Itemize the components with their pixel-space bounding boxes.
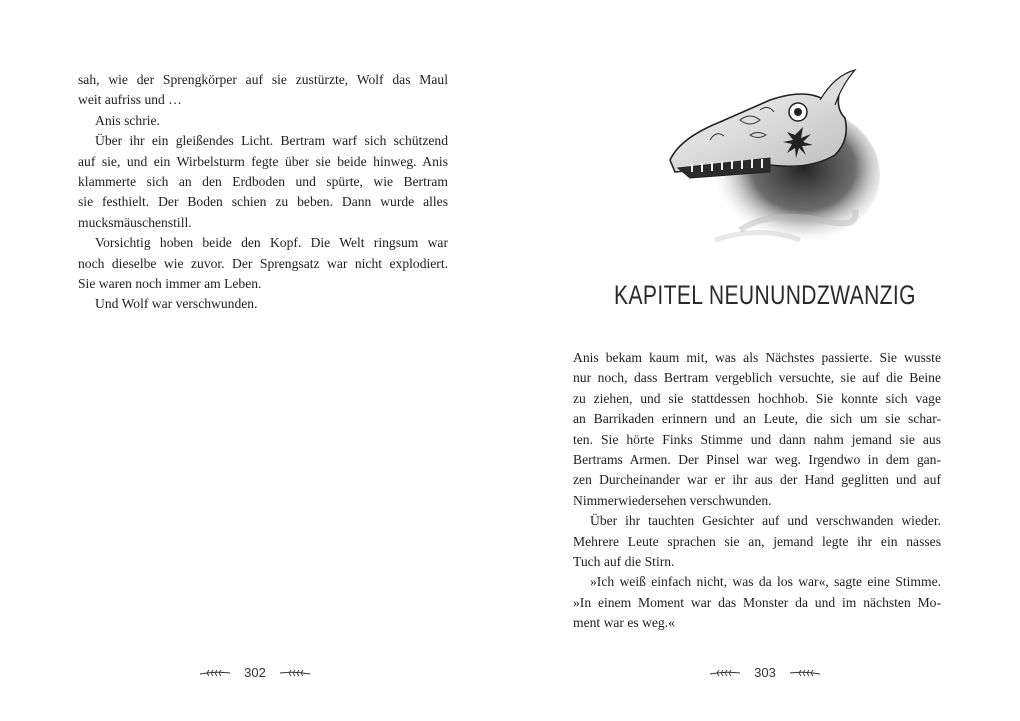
paragraph <box>573 348 941 511</box>
text-line: an Barrikaden erinnern und an Leute, die sich um sie schar- <box>573 411 941 427</box>
text-line: Über ihr tauchten Gesichter auf und verschwanden wieder. <box>590 513 941 529</box>
text-line: »In einem Moment war das Monster da und im nächsten Mo- <box>573 594 941 610</box>
page-number-left: 302 <box>244 665 266 681</box>
left-body-text <box>78 70 448 315</box>
paragraph <box>78 70 448 111</box>
text-line: ten. Sie hörte Finks Stimme und dann nahm jemand sie aus <box>573 431 941 447</box>
right-page <box>510 0 1020 721</box>
text-line: Bertrams Armen. Der Pinsel war weg. Irgendwo in dem gan- <box>573 451 941 467</box>
text-line: Über ihr ein gleißendes Licht. Bertram warf sich schützend <box>95 133 448 149</box>
left-ornament-icon <box>199 668 231 678</box>
text-line: Nimmerwiedersehen verschwunden. <box>573 492 772 508</box>
text-line: weit aufriss und … <box>78 92 182 108</box>
text-line: Mehrere Leute sprachen sie an, jemand legte ihr ein nasses <box>573 533 941 549</box>
text-line: »Ich weiß einfach nicht, was da los war«, sagte eine Stimme. <box>590 574 941 590</box>
left-page-footer <box>0 664 510 680</box>
paragraph <box>573 511 941 572</box>
paragraph <box>78 111 448 131</box>
text-line: Anis schrie. <box>95 112 160 128</box>
left-ornament-icon <box>709 668 741 678</box>
text-line: nur noch, dass Bertram vergeblich versuchte, sie auf die Beine <box>573 370 941 386</box>
text-line: Anis bekam kaum mit, was als Nächstes passierte. Sie wusste <box>573 350 941 365</box>
right-body-text <box>573 348 941 633</box>
paragraph <box>78 294 448 314</box>
text-line: Sie waren noch immer am Leben. <box>78 275 262 291</box>
text-line: Tuch auf die Stirn. <box>573 553 675 569</box>
text-line: mucksmäuschenstill. <box>78 214 192 230</box>
text-line: sah, wie der Sprengkörper auf sie zustürzte, Wolf das Maul <box>78 72 448 87</box>
text-line: zu ziehen, und sie stattdessen hochhob. Sie konnte sich vage <box>573 390 941 406</box>
text-line: Vorsichtig hoben beide den Kopf. Die Welt ringsum war <box>95 235 448 251</box>
text-line: Und Wolf war verschwunden. <box>95 296 258 312</box>
text-line: klammerte sich an den Erdboden und spürte, wie Bertram <box>78 173 448 189</box>
page-number-right: 303 <box>754 665 776 681</box>
right-ornament-icon <box>789 668 821 678</box>
text-line: auf sie, und ein Wirbelsturm fegte über sie beide hinweg. Anis <box>78 153 448 169</box>
paragraph <box>573 572 941 633</box>
chapter-title: KAPITEL NEUNUNDZWANZIG <box>614 280 916 310</box>
paragraph <box>78 233 448 294</box>
right-page-footer <box>510 664 1020 680</box>
text-line: noch dieselbe wie zuvor. Der Sprengsatz war nicht explodiert. <box>78 255 448 271</box>
right-ornament-icon <box>279 668 311 678</box>
text-line: sie festhielt. Der Boden schien zu beben. Dann wurde alles <box>78 194 448 210</box>
horse-skull-icon <box>620 60 890 260</box>
text-line: zen Durcheinander war er ihr aus der Hand geglitten und auf <box>573 472 941 488</box>
text-line: ment war es weg.« <box>573 615 675 631</box>
paragraph <box>78 131 448 233</box>
